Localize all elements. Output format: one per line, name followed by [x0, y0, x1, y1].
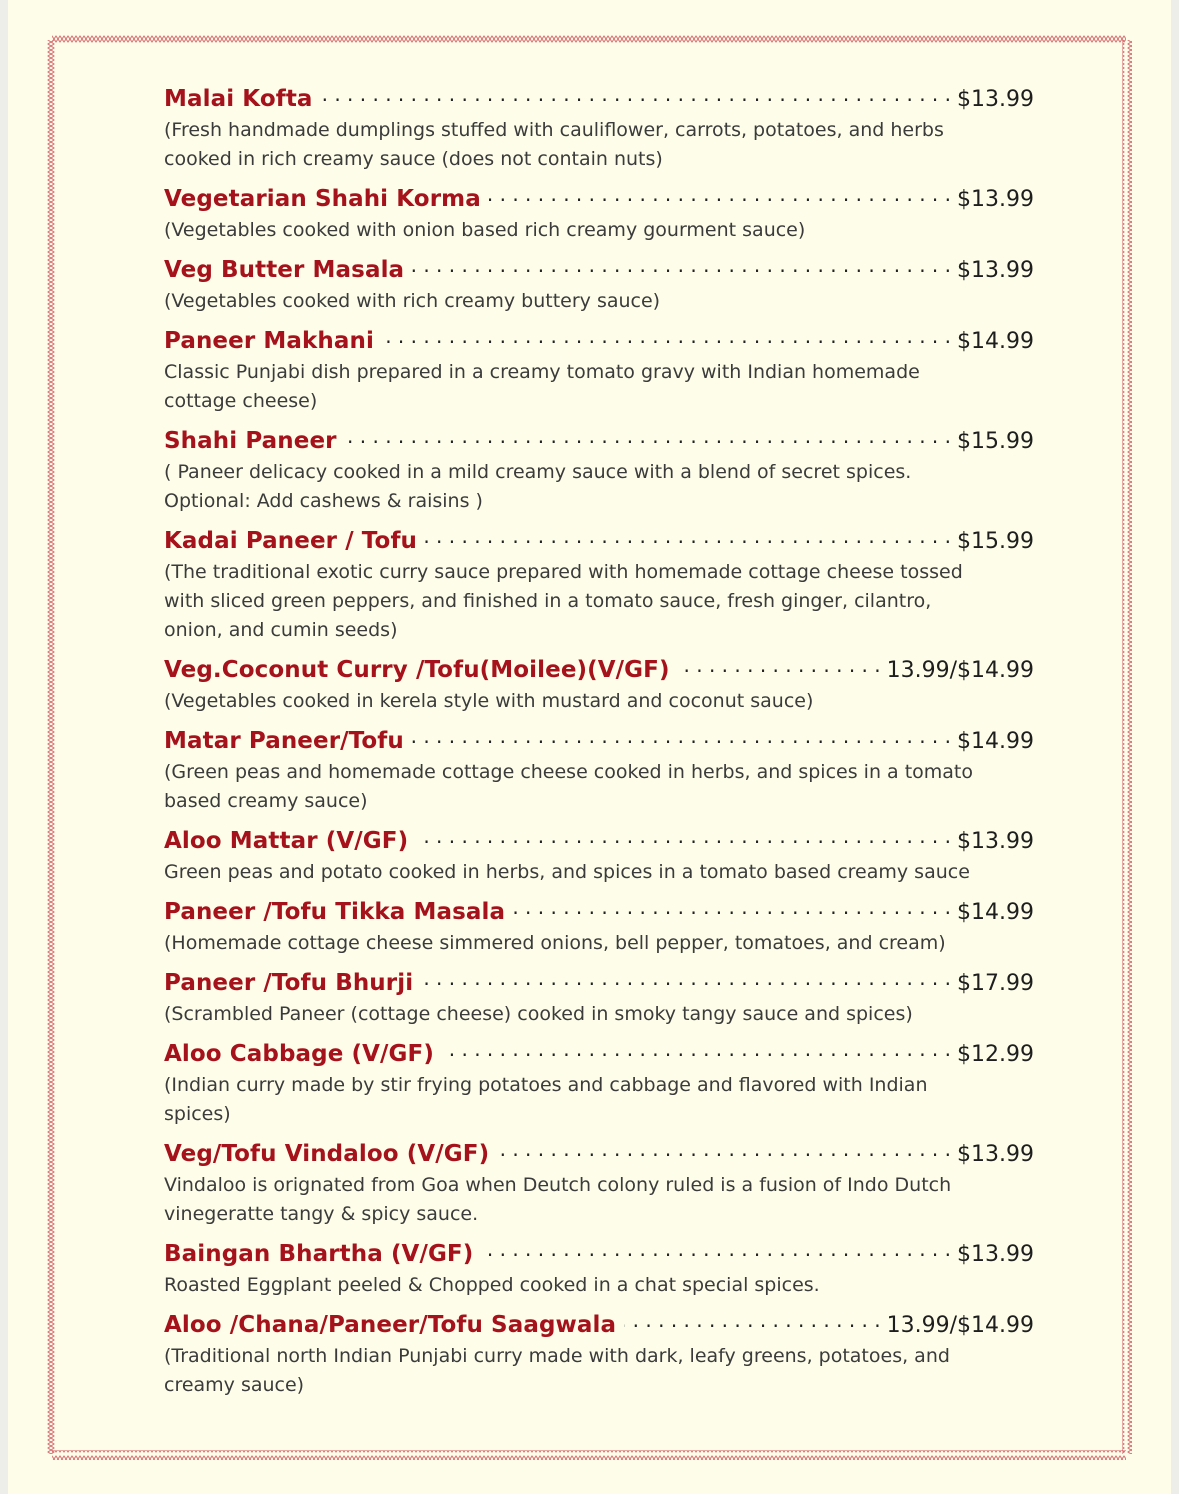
item-price: 13.99/$14.99 [886, 658, 1034, 683]
menu-item [164, 524, 1034, 645]
item-price: $13.99 [957, 1142, 1034, 1167]
item-price: $14.99 [957, 729, 1034, 754]
menu-item-header [164, 324, 1034, 356]
dot-leader [345, 424, 951, 448]
dot-leader [416, 824, 951, 848]
menu-item-header [164, 1308, 1034, 1340]
dot-leader [412, 253, 951, 277]
dot-leader [513, 895, 951, 919]
dot-leader [421, 966, 951, 990]
menu-item-header [164, 253, 1034, 285]
item-description: (Indian curry made by stir frying potatoes and cabbage and flavored with Indian spices) [164, 1074, 928, 1125]
item-description: (The traditional exotic curry sauce prepared with homemade cottage cheese tossed with sliced green peppers, and finished in a tomato sauce, fresh ginger, cilantro, onion, and cumin seeds) [164, 561, 963, 641]
item-price: $13.99 [957, 829, 1034, 854]
item-name: Aloo Mattar (V/GF) [164, 828, 409, 854]
menu-item-header [164, 524, 1034, 556]
dot-leader [624, 1308, 881, 1332]
menu-item [164, 424, 1034, 516]
item-name: Malai Kofta [164, 86, 313, 112]
item-price: 13.99/$14.99 [886, 1313, 1034, 1338]
menu-item [164, 724, 1034, 816]
menu-item-header [164, 824, 1034, 856]
item-description: Green peas and potato cooked in herbs, and spices in a tomato based creamy sauce [164, 861, 970, 883]
menu-item-header [164, 895, 1034, 927]
item-description: (Scrambled Paneer (cottage cheese) cooked in smoky tangy sauce and spices) [164, 1003, 913, 1025]
menu-item [164, 1037, 1034, 1129]
item-description: ( Paneer delicacy cooked in a mild creamy sauce with a blend of secret spices. Optional: Add cashews & raisins ) [164, 461, 912, 512]
menu-list [164, 82, 1034, 1408]
menu-item-header [164, 653, 1034, 685]
dot-leader [481, 1237, 951, 1261]
dot-leader [321, 82, 951, 106]
dot-leader [489, 182, 951, 206]
menu-item [164, 1137, 1034, 1229]
dot-leader [412, 724, 951, 748]
menu-item-header [164, 1237, 1034, 1269]
dot-leader [425, 524, 951, 548]
item-name: Paneer /Tofu Bhurji [164, 970, 414, 996]
item-name: Matar Paneer/Tofu [164, 728, 404, 754]
item-price: $14.99 [957, 900, 1034, 925]
menu-item [164, 653, 1034, 716]
item-description: Roasted Eggplant peeled & Chopped cooked in a chat special spices. [164, 1274, 820, 1296]
item-name: Veg Butter Masala [164, 257, 405, 283]
item-name: Paneer /Tofu Tikka Masala [164, 899, 506, 925]
menu-item-header [164, 724, 1034, 756]
menu-item [164, 82, 1034, 174]
item-name: Veg/Tofu Vindaloo (V/GF) [164, 1141, 490, 1167]
item-description: (Vegetables cooked with onion based rich creamy gourment sauce) [164, 219, 806, 241]
item-description: (Vegetables cooked with rich creamy buttery sauce) [164, 290, 661, 312]
item-description: (Green peas and homemade cottage cheese cooked in herbs, and spices in a tomato based creamy sauce) [164, 761, 974, 812]
item-price: $13.99 [957, 258, 1034, 283]
menu-item [164, 1308, 1034, 1400]
item-price: $17.99 [957, 971, 1034, 996]
item-name: Vegetarian Shahi Korma [164, 186, 481, 212]
item-price: $12.99 [957, 1042, 1034, 1067]
menu-item [164, 824, 1034, 887]
menu-item-header [164, 182, 1034, 214]
item-price: $15.99 [957, 429, 1034, 454]
item-name: Veg.Coconut Curry /Tofu(Moilee)(V/GF) [164, 657, 670, 683]
item-name: Aloo Cabbage (V/GF) [164, 1041, 434, 1067]
menu-item [164, 182, 1034, 245]
menu-item [164, 1237, 1034, 1300]
menu-item-header [164, 424, 1034, 456]
menu-item [164, 324, 1034, 416]
item-description: (Fresh handmade dumplings stuffed with cauliflower, carrots, potatoes, and herbs cooked in rich creamy sauce (does not contain nuts) [164, 119, 944, 170]
menu-item-header [164, 966, 1034, 998]
item-price: $14.99 [957, 329, 1034, 354]
menu-item [164, 253, 1034, 316]
item-description: (Traditional north Indian Punjabi curry made with dark, leafy greens, potatoes, and creamy sauce) [164, 1345, 950, 1396]
item-description: (Homemade cottage cheese simmered onions, bell pepper, tomatoes, and cream) [164, 932, 946, 954]
menu-item-header [164, 1037, 1034, 1069]
item-price: $13.99 [957, 87, 1034, 112]
item-price: $13.99 [957, 187, 1034, 212]
menu-item-header [164, 82, 1034, 114]
item-name: Aloo /Chana/Paneer/Tofu Saagwala [164, 1312, 617, 1338]
dot-leader [442, 1037, 951, 1061]
menu-item [164, 966, 1034, 1029]
item-name: Shahi Paneer [164, 428, 337, 454]
dot-leader [678, 653, 881, 677]
item-name: Baingan Bhartha (V/GF) [164, 1241, 474, 1267]
item-description: Vindaloo is orignated from Goa when Deutch colony ruled is a fusion of Indo Dutch vinegeratte tangy & spicy sauce. [164, 1174, 952, 1225]
item-description: Classic Punjabi dish prepared in a creamy tomato gravy with Indian homemade cottage cheese) [164, 361, 920, 412]
dot-leader [497, 1137, 951, 1161]
item-name: Paneer Makhani [164, 328, 374, 354]
item-description: (Vegetables cooked in kerela style with mustard and coconut sauce) [164, 690, 814, 712]
item-price: $15.99 [957, 529, 1034, 554]
item-price: $13.99 [957, 1242, 1034, 1267]
menu-item-header [164, 1137, 1034, 1169]
dot-leader [382, 324, 951, 348]
menu-item [164, 895, 1034, 958]
item-name: Kadai Paneer / Tofu [164, 528, 418, 554]
